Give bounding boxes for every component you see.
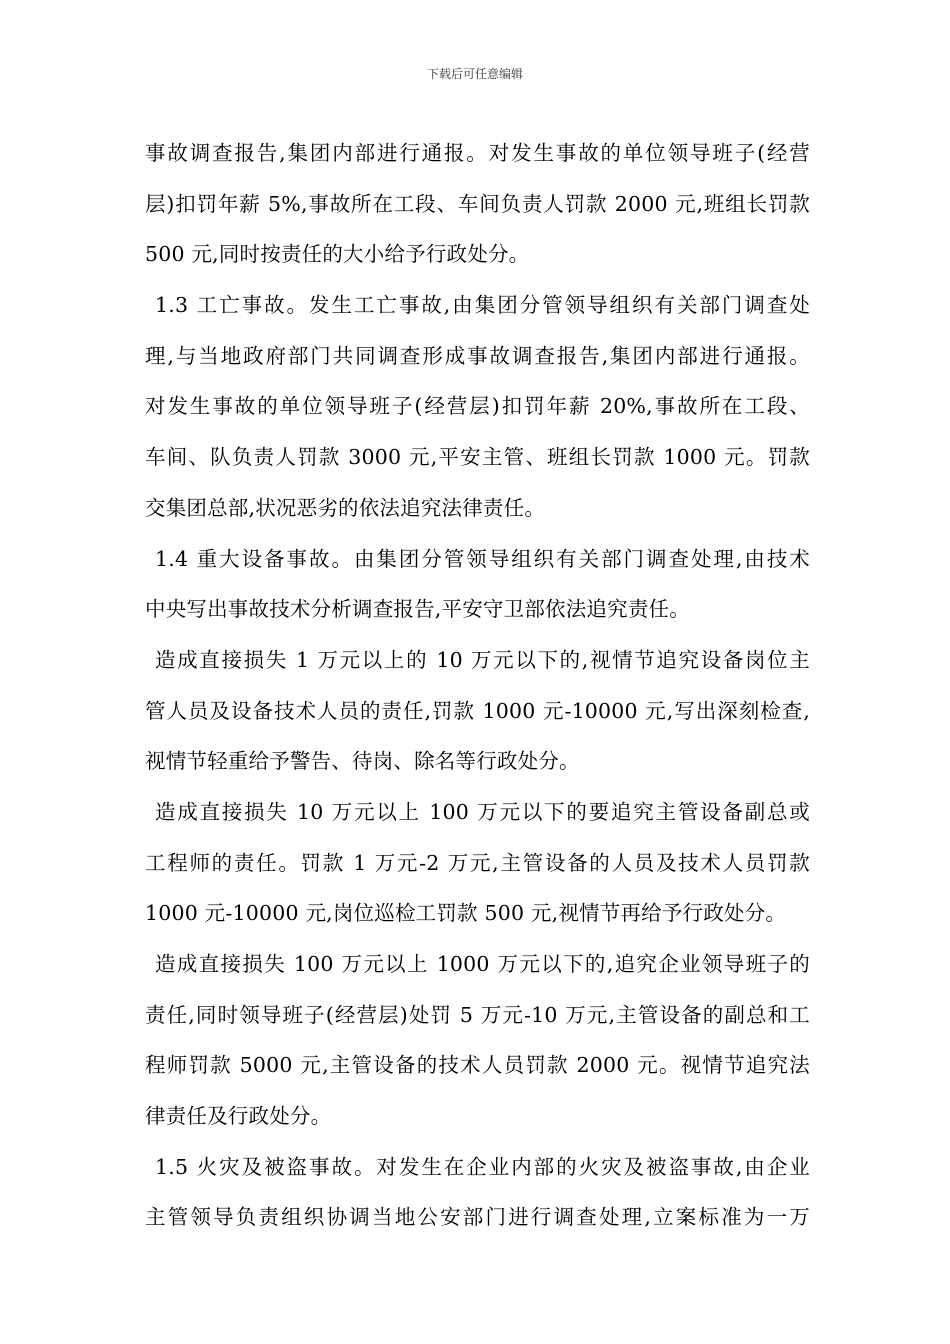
text-line-15: 工程师的责任。罚款 1 万元-2 万元,主管设备的人员及技术人员罚款 (145, 850, 810, 875)
document-body (145, 128, 810, 1243)
text-line-17: 造成直接损失 100 万元以上 1000 万元以下的,追究企业领导班子的 (155, 952, 810, 976)
text-line-6: 对发生事故的单位领导班子(经营层)扣罚年薪 20%,事故所在工段、 (145, 394, 810, 419)
text-line-10: 中央写出事故技术分析调查报告,平安守卫部依法追究责任。 (145, 597, 690, 622)
text-line-19: 程师罚款 5000 元,主管设备的技术人员罚款 2000 元。视情节追究法 (145, 1053, 810, 1078)
text-line-22: 主管领导负责组织协调当地公安部门进行调查处理,立案标准为一万 (145, 1205, 810, 1230)
text-line-21: 1.5 火灾及被盗事故。对发生在企业内部的火灾及被盗事故,由企业 (155, 1154, 810, 1179)
text-line-3: 500 元,同时按责任的大小给予行政处分。 (145, 242, 530, 267)
text-line-9: 1.4 重大设备事故。由集团分管领导组织有关部门调查处理,由技术 (155, 546, 810, 571)
text-line-2: 层)扣罚年薪 5%,事故所在工段、车间负责人罚款 2000 元,班组长罚款 (145, 191, 810, 216)
text-line-13: 视情节轻重给予警告、待岗、除名等行政处分。 (145, 749, 580, 774)
text-line-12: 管人员及设备技术人员的责任,罚款 1000 元-10000 元,写出深刻检查, (145, 698, 810, 723)
text-line-4: 1.3 工亡事故。发生工亡事故,由集团分管领导组织有关部门调查处 (155, 293, 810, 318)
text-line-7: 车间、队负责人罚款 3000 元,平安主管、班组长罚款 1000 元。罚款 (145, 445, 810, 470)
text-line-14: 造成直接损失 10 万元以上 100 万元以下的要追究主管设备副总或 (155, 799, 810, 824)
text-line-5: 理,与当地政府部门共同调查形成事故调查报告,集团内部进行通报。 (145, 343, 810, 368)
text-line-18: 责任,同时领导班子(经营层)处罚 5 万元-10 万元,主管设备的副总和工 (145, 1002, 810, 1027)
page-header: 下载后可任意编辑 (426, 67, 523, 81)
text-line-1: 事故调查报告,集团内部进行通报。对发生事故的单位领导班子(经营 (145, 141, 810, 165)
text-line-11: 造成直接损失 1 万元以上的 10 万元以下的,视情节追究设备岗位主 (155, 647, 810, 672)
text-line-20: 律责任及行政处分。 (145, 1104, 332, 1129)
text-line-8: 交集团总部,状况恶劣的依法追究法律责任。 (145, 495, 546, 520)
text-line-16: 1000 元-10000 元,岗位巡检工罚款 500 元,视情节再给予行政处分。 (145, 901, 787, 926)
